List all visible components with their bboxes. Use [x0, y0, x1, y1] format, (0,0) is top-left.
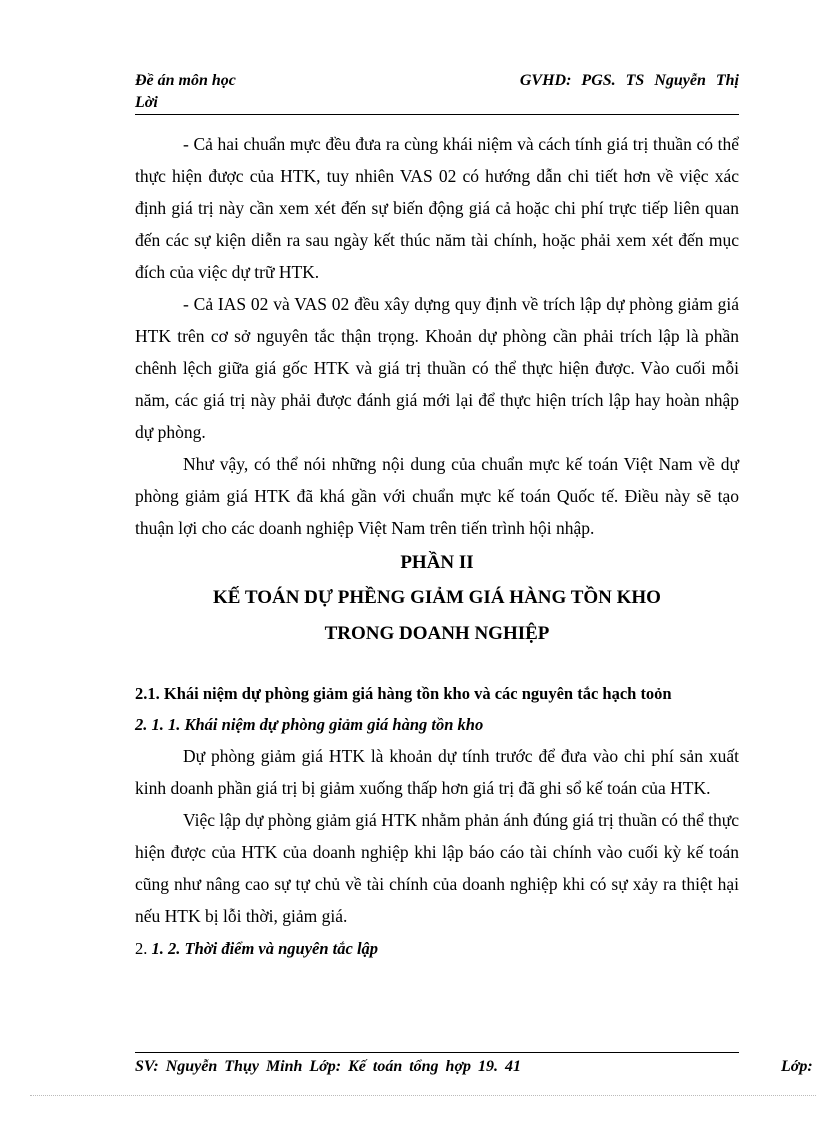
- header-supervisor: GVHD: PGS. TS Nguyễn Thị: [519, 72, 739, 89]
- subsection-heading-2: [135, 934, 739, 964]
- subsection-heading: 2. 1. 1. Khái niệm dự phòng giảm giá hàng tồn kho: [135, 715, 484, 734]
- paragraph: Việc lập dự phòng giảm giá HTK nhằm phản ánh đúng giá trị thuần có thể thực hiện được của HTK của doanh nghiệp khi lập báo cáo tài chính vào cuối kỳ kế toán cũng như nâng cao sự tự chủ về tài chính của doanh nghiệp khi có sự xảy ra thiệt hại nếu HTK bị lỗi thời, giảm giá.: [135, 810, 739, 926]
- paragraph: Như vậy, có thể nói những nội dung của chuẩn mực kế toán Việt Nam về dự phòng giảm giá HTK đã khá gần với chuẩn mực kế toán Quốc tế. Điều này sẽ tạo thuận lợi cho các doanh nghiệp Việt Nam trên tiến trình hội nhập.: [135, 454, 739, 538]
- document-body: [135, 128, 739, 964]
- part-title-line1: KẾ TOÁN DỰ PHỀNG GIẢM GIÁ HÀNG TỒN KHO: [213, 587, 661, 608]
- header-divider: [135, 114, 739, 115]
- paragraph: Dự phòng giảm giá HTK là khoản dự tính trước để đưa vào chi phí sản xuất kinh doanh phần giá trị bị giảm xuống thấp hơn giá trị đã ghi sổ kế toán của HTK.: [135, 746, 739, 798]
- header-course-cont: Lời: [135, 94, 158, 111]
- subsection-title: 1. 2. Thời điểm và nguyên tắc lập: [147, 939, 379, 958]
- section-heading: 2.1. Khái niệm dự phòng giảm giá hàng tồn kho và các nguyên tắc hạch toỏn: [135, 684, 672, 703]
- page-header: [135, 70, 739, 114]
- footer-divider: [135, 1052, 739, 1053]
- part-label: PHẦN II: [400, 552, 474, 573]
- subsection-number: 2.: [135, 939, 148, 958]
- header-left: [135, 70, 236, 114]
- header-course: Đề án môn học: [135, 72, 236, 89]
- part-title-line2: TRONG DOANH NGHIỆP: [324, 623, 550, 644]
- paragraph: - Cả hai chuẩn mực đều đưa ra cùng khái niệm và cách tính giá trị thuần có thể thực hiện được của HTK, tuy nhiên VAS 02 có hướng dẫn chi tiết hơn về việc xác định giá trị này cần xem xét đến sự biến động giá cả hoặc chi phí trực tiếp liên quan đến các sự kiện diễn ra sau ngày kết thúc năm tài chính, hoặc phải xem xét đến mục đích của việc dự trữ HTK.: [135, 134, 739, 282]
- footer-class: Lớp:: [781, 1058, 813, 1075]
- page-bottom-dotted-border: [30, 1095, 816, 1096]
- paragraph: - Cả IAS 02 và VAS 02 đều xây dựng quy định về trích lập dự phòng giảm giá HTK trên cơ sở nguyên tắc thận trọng. Khoản dự phòng cần phải trích lập là phần chênh lệch giữa giá gốc HTK và giá trị thuần có thể thực hiện được. Vào cuối mỗi năm, các giá trị này phải được đánh giá mới lại để thực hiện trích lập hay hoàn nhập dự phòng.: [135, 294, 739, 442]
- footer-student: SV: Nguyễn Thụy Minh Lớp: Kế toán tổng hợp 19. 41: [135, 1058, 522, 1075]
